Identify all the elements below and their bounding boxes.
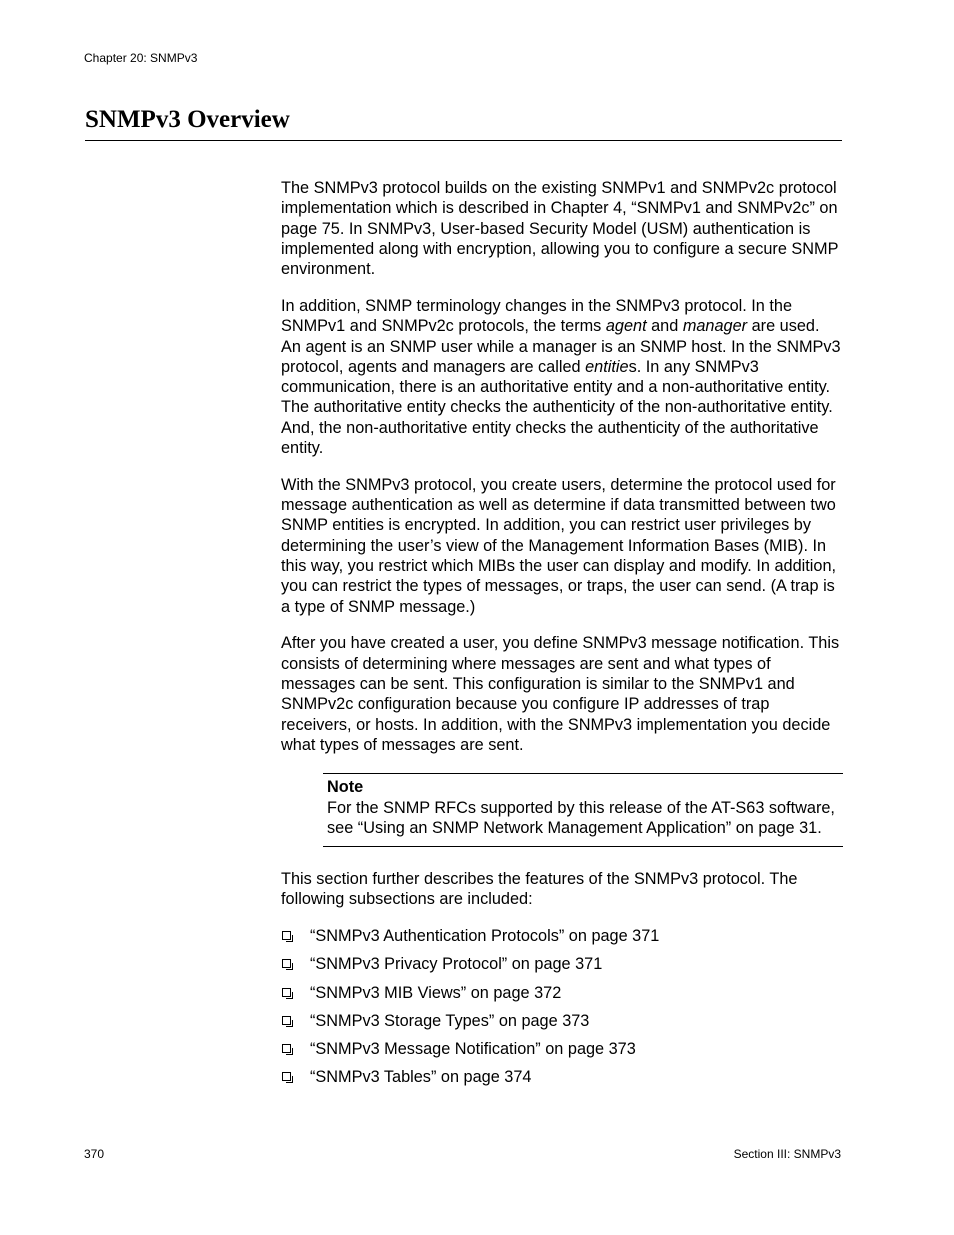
term-agent: agent bbox=[605, 317, 647, 336]
title-divider bbox=[85, 140, 842, 141]
note-title: Note bbox=[327, 778, 364, 797]
paragraph-users: With the SNMPv3 protocol, you create users, determine the protocol used for message authentication as well as determine if data transmitted between two SNMP entities is encrypted. In addition, you can restrict user privileges by determining the user’s view of the Management Information Bases (MIB). In this way, you restrict which MIBs the user can display and modify. In addition, you can restrict the types of messages, or traps, the user can send. (A trap is a type of SNMP message.) bbox=[281, 475, 837, 616]
list-item bbox=[281, 1011, 843, 1039]
note-text: For the SNMP RFCs supported by this release of the AT-S63 software, see “Using an SNMP Network Management Application” on page 31. bbox=[327, 798, 835, 837]
paragraph-terminology bbox=[281, 296, 843, 458]
paragraph-terminology-text-a: In addition, SNMP terminology changes in the SNMPv3 protocol. In the SNMPv1 and SNMPv2c protocols, the terms bbox=[281, 296, 793, 336]
list-item bbox=[281, 1067, 843, 1095]
list-item-text: “SNMPv3 Storage Types” on page 373 bbox=[310, 1011, 590, 1030]
list-item-text: “SNMPv3 Authentication Protocols” on page 371 bbox=[310, 927, 660, 946]
list-item-text: “SNMPv3 MIB Views” on page 372 bbox=[310, 983, 562, 1002]
footer-page-number: 370 bbox=[84, 1147, 105, 1161]
paragraph-terminology-text-c: are used. An agent is an SNMP user while a manager is an SNMP host. In the SNMPv3 protocol, agents and managers are called bbox=[281, 317, 841, 376]
paragraph-terminology-text-d: s. In any SNMPv3 communication, there is an authoritative entity and a non-authoritative entity. The authoritative entity checks the authenticity of the non-authoritative entity. And, the non-authoritative entity checks the authenticity of the authoritative entity. bbox=[281, 357, 833, 458]
paragraph-terminology-text-b: and bbox=[646, 317, 683, 336]
term-entities: entitie bbox=[585, 357, 629, 376]
checkbox-bullet-icon bbox=[282, 959, 291, 968]
paragraph-subsections-intro: This section further describes the features of the SNMPv3 protocol. The following subsections are included: bbox=[281, 870, 798, 909]
list-item bbox=[281, 926, 843, 954]
list-item bbox=[281, 983, 843, 1011]
checkbox-bullet-icon bbox=[282, 988, 291, 997]
body-column bbox=[281, 178, 843, 1095]
checkbox-bullet-icon bbox=[282, 1072, 291, 1081]
paragraph-intro: The SNMPv3 protocol builds on the existing SNMPv1 and SNMPv2c protocol implementation which is described in Chapter 4, “SNMPv1 and SNMPv2c” on page 75. In SNMPv3, User-based Security Model (USM) authentication is implemented along with encryption, allowing you to configure a secure SNMP environment. bbox=[281, 179, 839, 279]
running-header: Chapter 20: SNMPv3 bbox=[84, 51, 198, 65]
list-item-text: “SNMPv3 Message Notification” on page 373 bbox=[310, 1039, 636, 1058]
note-box bbox=[323, 773, 843, 847]
list-item bbox=[281, 1039, 843, 1067]
checkbox-bullet-icon bbox=[282, 1016, 291, 1025]
checkbox-bullet-icon bbox=[282, 1044, 291, 1053]
list-item bbox=[281, 954, 843, 982]
checkbox-bullet-icon bbox=[282, 931, 291, 940]
paragraph-notification: After you have created a user, you define SNMPv3 message notification. This consists of determining where messages are sent and what types of messages can be sent. This configuration is similar to the SNMPv1 and SNMPv2c configuration because you configure IP addresses of trap receivers, or hosts. In addition, with the SNMPv3 implementation you decide what types of messages are sent. bbox=[281, 634, 840, 754]
subsection-list bbox=[281, 926, 843, 1095]
page-title: SNMPv3 Overview bbox=[85, 106, 290, 133]
list-item-text: “SNMPv3 Tables” on page 374 bbox=[310, 1068, 532, 1087]
footer-section-title: Section III: SNMPv3 bbox=[733, 1147, 841, 1161]
term-manager: manager bbox=[682, 317, 748, 336]
list-item-text: “SNMPv3 Privacy Protocol” on page 371 bbox=[310, 955, 603, 974]
